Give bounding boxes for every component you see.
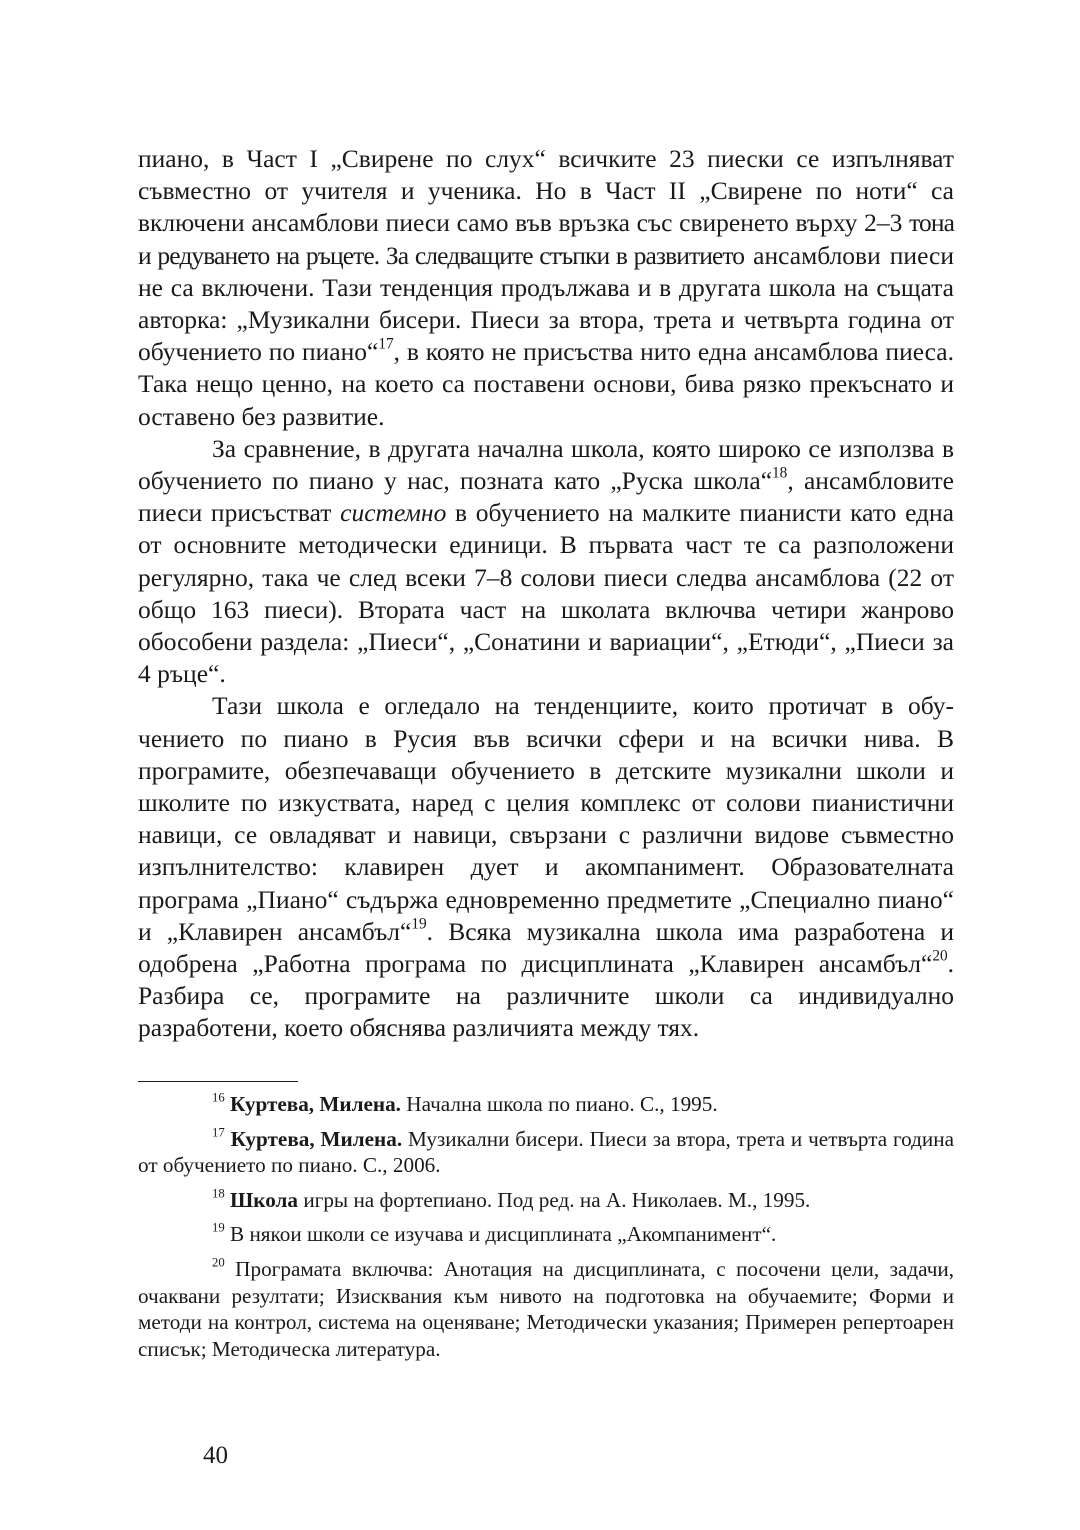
paragraph-2-text-a: За сравнение, в другата начална школа, която широко се използва в обучението по пиано у нас, позната като „Руска школа“	[138, 433, 954, 496]
footnote-author: Куртева, Милена.	[230, 1126, 403, 1151]
paragraph-1-text-d: , в която не присъства нито една ансамблова пиеса. Така нещо ценно, на което са поставени основи, бива рязко прекъснато и оставено без развитие.	[138, 337, 954, 431]
paragraph-3	[138, 690, 954, 1044]
footnote-text: Музикални бисери. Пиеси за втора, трета и четвърта година от обучението по пиано. С., 2006.	[138, 1126, 955, 1178]
page-number: 40	[203, 1442, 228, 1469]
footnote-separator	[138, 1081, 298, 1082]
footnote-number: 20	[212, 1255, 225, 1270]
paragraph-2-text-c: в обучението на малките пианисти като една от основните методически единици. В първата част те са разположени регулярно, така че след всеки 7–8 солови пиеси следва ансамблова (22 от общо 163 пиеси). Втората част на школата включва четири жанрово обособени раздела: „Пиеси“, „Сонатини и вариации“, „Етюди“, „Пиеси за 4 ръце“.	[138, 498, 954, 689]
footnote-text: Начална школа по пиано. С., 1995.	[400, 1092, 718, 1116]
footnote-ref-20[interactable]: 20	[932, 947, 948, 965]
paragraph-1-text-a: пиано, в Част I „Свирене по слух“ всичките 23 пиески се изпълняват съвместно от учителя и ученика. Но в Част II „Свирене по ноти“ са включени ансамблови пиеси само във връзка със свиренето върху 2–3	[138, 144, 954, 238]
footnote-17	[138, 1126, 954, 1179]
footnote-18	[138, 1187, 954, 1214]
paragraph-1	[138, 143, 954, 433]
footnote-ref-18[interactable]: 18	[772, 464, 788, 482]
footnote-16	[138, 1091, 954, 1118]
footnote-number: 18	[212, 1186, 225, 1201]
footnote-20	[138, 1256, 954, 1362]
paragraph-1-text-c: ансамблови пиеси не са включени. Тази тенденция продължава и в другата школа на същата авторка: „Музикални бисери. Пиеси за втора, трета и четвърта година от обучението по пиано“	[138, 240, 954, 367]
footnote-ref-19[interactable]: 19	[411, 915, 427, 933]
main-text	[138, 143, 954, 1045]
footnote-author: Куртева, Милена.	[230, 1092, 401, 1116]
footnotes	[138, 1091, 954, 1370]
footnote-number: 17	[212, 1125, 225, 1140]
footnote-number: 19	[212, 1220, 225, 1235]
paragraph-3-text-b: . Всяка музикална школа има разработена и одобрена „Работна програма по дисциплината „Клавирен ансамбъл“	[138, 916, 954, 979]
paragraph-3-text-a: Тази школа е огледало на тенденциите, които протичат в обучението по пиано в Русия във всички сфери и на всички нива. В програмите, обезпечаващи обучението в детските музикални школи и школите по изкуствата, наред с целия комплекс от солови пианистични навици, се овладяват и навици, свързани с различни видове съвместно изпълнителство: клавирен дует и акомпанимент. Образователната програма „Пиано“ съдържа едновременно предметите „Специално пиано“ и „Клавирен ансамбъл“	[138, 691, 954, 946]
footnote-19	[138, 1221, 954, 1248]
footnote-text: игры на фортепиано. Под ред. на А. Николаев. М., 1995.	[298, 1187, 811, 1212]
paragraph-2-text-b: , ансамбловите пиеси присъстват	[138, 466, 954, 528]
paragraph-3-text-c: . Разбира се, програмите на различните школи са индивидуално разработени, което обяснява различията между тях.	[138, 949, 954, 1043]
emphasis-sistemno: системно	[340, 498, 447, 528]
footnote-author: Школа	[230, 1187, 299, 1212]
footnote-text: Програмата включва: Анотация на дисциплината, с посочени цели, задачи, очаквани резултати; Изисквания към нивото на подготовка на обучаемите; Форми и методи на контрол, система на оценяване; Методически указания; Примерен репертоарен списък; Методическа литература.	[138, 1256, 954, 1361]
footnote-number: 16	[212, 1090, 225, 1105]
paragraph-2	[138, 433, 954, 691]
footnote-text: В някои школи се изучава и дисциплината „Акомпанимент“.	[224, 1222, 777, 1247]
footnote-ref-17[interactable]: 17	[378, 335, 394, 353]
paragraph-1-text-b: тона и редуването на ръцете. За следващите стъпки в развитието	[138, 208, 954, 270]
